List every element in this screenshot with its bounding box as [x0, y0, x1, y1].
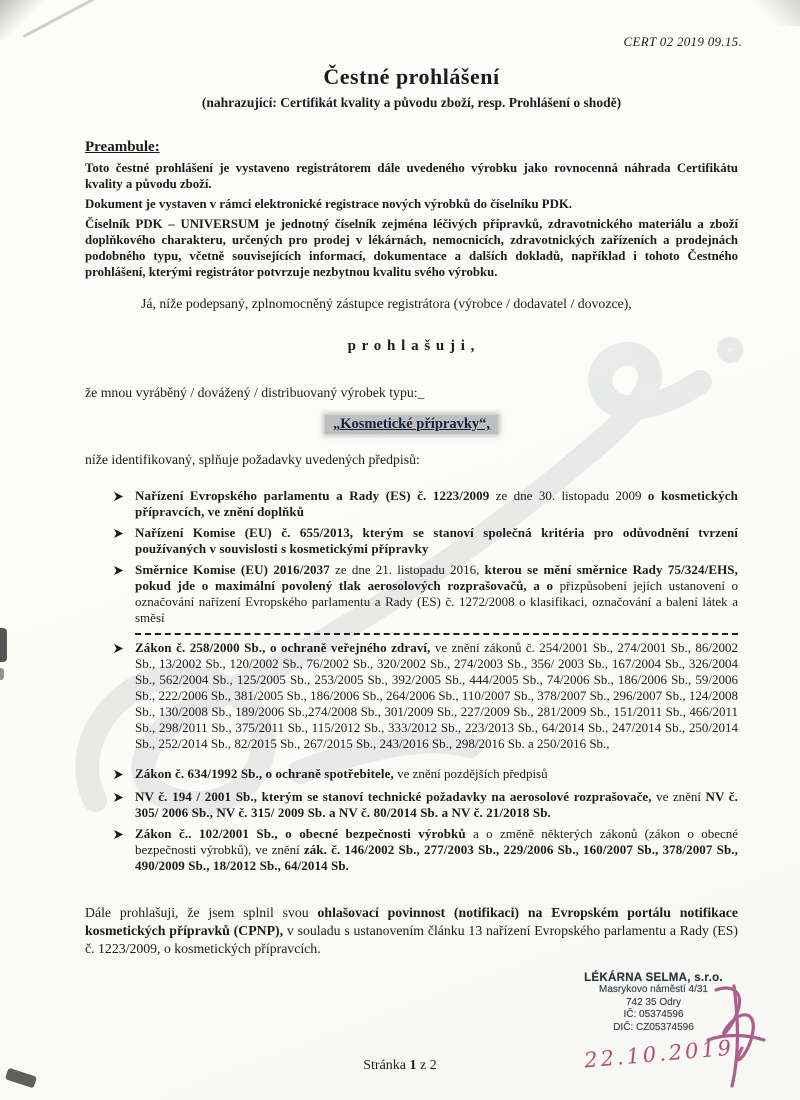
regulation-item — [113, 562, 738, 626]
product-type-row — [85, 415, 738, 434]
text-segment: Nařízení Evropského parlamentu a Rady (ES) č. 1223/2009 — [135, 488, 490, 503]
bullet-arrow-icon — [113, 525, 127, 557]
bullet-arrow-icon — [113, 789, 127, 821]
text-segment: z — [416, 1058, 430, 1073]
bullet-arrow-icon — [113, 488, 127, 520]
text-segment: ze dne 30. listopadu 2009 — [489, 488, 648, 503]
text-segment: ve znění zákonů č. 254/2001 Sb., 274/2001 Sb., 86/2002 Sb., 13/2002 Sb., 120/2002 Sb., 76/2002 Sb., 320/2002 Sb., 274/2003 Sb., 356/ 2003 Sb., 167/2004 Sb., 326/2004 Sb., 562/2004 Sb., 125/2005 Sb., 253/2005 Sb., 392/2005 Sb., 444/2005 Sb., 74/2006 Sb., 186/2006 Sb., 59/2006 Sb., 222/2006 Sb., 381/2005 Sb., 186/2006 Sb., 264/2006 Sb., 110/2007 Sb., 378/2007 Sb., 296/2007 Sb., 124/2008 Sb., 130/2008 Sb., 189/2006 Sb.,274/2008 Sb., 301/2009 Sb., 227/2009 Sb., 281/2009 Sb., 151/2011 Sb., 466/2011 Sb., 298/2011 Sb., 375/2011 Sb., 115/2012 Sb., 333/2012 Sb., 223/2013 Sb., 64/2014 Sb., 247/2014 Sb., 250/2014 Sb., 252/2014 Sb., 82/2015 Sb., 267/2015 Sb., 243/2016 Sb., 298/2016 Sb. a 250/2016 Sb., — [135, 640, 739, 751]
scan-artifact — [740, 0, 800, 26]
bullet-arrow-icon — [113, 766, 127, 784]
text-segment: Zákon č. 634/1992 Sb., o ochraně spotřebitele, — [135, 766, 394, 781]
text-segment: kterou se mění směrnice Rady 75/324/EHS, pokud jde o maximální povolený tlak aerosolových rozprašovačů, a o — [135, 562, 738, 593]
text-segment: přizpůsobení jejích ustanovení o označování nařízení Evropského parlamentu a Rady (ES) č. 1272/2008 o klasifikaci, označování a balení látek a směsí — [135, 578, 738, 625]
preamble-paragraph: Dokument je vystaven v rámci elektronické registrace nových výrobků do číselníku PDK. — [85, 197, 572, 211]
closing-paragraph — [85, 904, 738, 958]
text-segment: v souladu s ustanovením článku 13 nařízení Evropského parlamentu a Rady (ES) č. 1223/2009, o kosmetických přípravcích. — [85, 923, 738, 956]
dashed-divider — [135, 633, 738, 635]
regulation-text — [127, 789, 738, 821]
text-segment: NV č. 305/ 2006 Sb., NV č. 315/ 2009 Sb. a NV č. 80/2014 Sb. a NV č. 21/2018 Sb. — [135, 789, 739, 820]
stamp-dic: DIČ: CZ05374596 — [613, 1021, 694, 1033]
document-subtitle: (nahrazující: Certifikát kvality a původu zboží, resp. Prohlášení o shodě) — [201, 95, 622, 110]
bullet-arrow-icon — [113, 826, 127, 874]
regulation-item — [113, 525, 738, 557]
regulation-text — [127, 640, 738, 752]
regulation-text — [127, 562, 738, 626]
regulation-text — [127, 766, 738, 784]
text-segment: Nařízení Komise (EU) č. 655/2013, kterým se stanoví společná kritéria pro odůvodnění tvrzení používaných v souvislosti s kosmetickými přípravky — [135, 525, 738, 556]
regulation-text — [127, 826, 738, 874]
regulation-item — [113, 766, 738, 784]
document-reference: CERT 02 2019 09.15. — [623, 34, 742, 49]
text-segment: Zákon č.. 102/2001 Sb., o obecné bezpečnosti výrobků — [135, 826, 466, 841]
regulation-item — [113, 640, 738, 752]
text-segment: o kosmetických přípravcích, ve znění doplňků — [135, 488, 738, 519]
regulation-list — [85, 488, 738, 874]
regulation-item — [113, 826, 738, 874]
scan-artifact — [0, 668, 4, 680]
requirements-lead: níže identifikovaný, splňuje požadavky uvedených předpisů: — [85, 452, 420, 467]
stamp-company-name: LÉKÁRNA SELMA, s.r.o. — [584, 972, 723, 984]
declaration-intro: Já, níže podepsaný, zplnomocněný zástupce registrátora (výrobce / dodavatel / dovozce), — [141, 296, 632, 311]
bullet-arrow-icon — [113, 640, 127, 752]
bullet-arrow-icon — [113, 562, 127, 626]
stamp-address-line: 742 35 Odry — [625, 996, 682, 1008]
preamble-paragraph: Toto čestné prohlášení je vystaveno registrátorem dále uvedeného výrobku jako rovnocenná náhrada Certifikátu kvality a původu zboží. — [85, 161, 738, 191]
page-number-footer — [0, 1058, 800, 1074]
regulation-text — [127, 525, 738, 557]
document-body — [85, 0, 738, 958]
text-segment: a o změně některých zákonů (zákon o obecné bezpečnosti výrobků), ve znění — [135, 826, 739, 857]
text-segment: zák. č. 146/2002 Sb., 277/2003 Sb., 229/2006 Sb., 160/2007 Sb., 378/2007 Sb., 490/2009 Sb., 18/2012 Sb., 64/2014 Sb. — [135, 842, 738, 873]
product-type-lead: že mnou vyráběný / dovážený / distribuovaný výrobek typu:_ — [85, 385, 425, 400]
text-segment: 2 — [429, 1058, 437, 1073]
preamble-paragraph: Číselník PDK – UNIVERSUM je jednotný číselník zejména léčivých přípravků, zdravotnického materiálu a zboží doplňkového charakteru, určených pro prodej v lékárnách, nemocnicích, zdravotnických zařízeních a prodejnách podobného typu, včetně souvisejících informací, dokumentace a dalších dokladů, například i tohoto Čestného prohlášení, kterými registrátor potvrzuje nezbytnou kvalitu svého výrobku. — [85, 217, 738, 279]
regulation-item — [113, 789, 738, 821]
regulation-item — [113, 488, 738, 520]
text-segment: ze dne 21. listopadu 2016, — [329, 562, 485, 577]
regulation-text — [127, 488, 738, 520]
text-segment: NV č. 194 / 2001 Sb., kterým se stanoví technické požadavky na aerosolové rozprašovače, — [135, 789, 652, 804]
text-segment: ve znění — [651, 789, 706, 804]
preamble-section — [85, 160, 738, 280]
text-segment: Dále prohlašuji, že jsem splnil svou — [85, 905, 318, 920]
text-segment: Stránka — [363, 1058, 410, 1073]
scan-artifact — [0, 628, 7, 662]
text-segment: ohlašovací povinnost (notifikaci) na Evropském portálu notifikace kosmetických přípravků (CPNP), — [85, 905, 738, 938]
product-type-highlight: „Kosmetické přípravky“, — [325, 415, 498, 434]
text-segment: Zákon č. 258/2000 Sb., o ochraně veřejného zdraví, — [135, 640, 431, 655]
preamble-heading: Preambule: — [85, 139, 160, 155]
stamp-address-line: Masrykovo náměstí 4/31 — [599, 984, 708, 995]
declaration-verb: p r o h l a š u j i , — [347, 338, 476, 354]
document-title: Čestné prohlášení — [323, 64, 500, 89]
text-segment: ve znění pozdějších předpisů — [393, 766, 548, 781]
stamp-ic: IČ: 05374596 — [623, 1009, 684, 1020]
handwritten-date: 22.10.2019 — [582, 1035, 735, 1073]
text-segment: Směrnice Komise (EU) 2016/2037 — [135, 562, 330, 577]
text-segment: 1 — [409, 1058, 417, 1073]
